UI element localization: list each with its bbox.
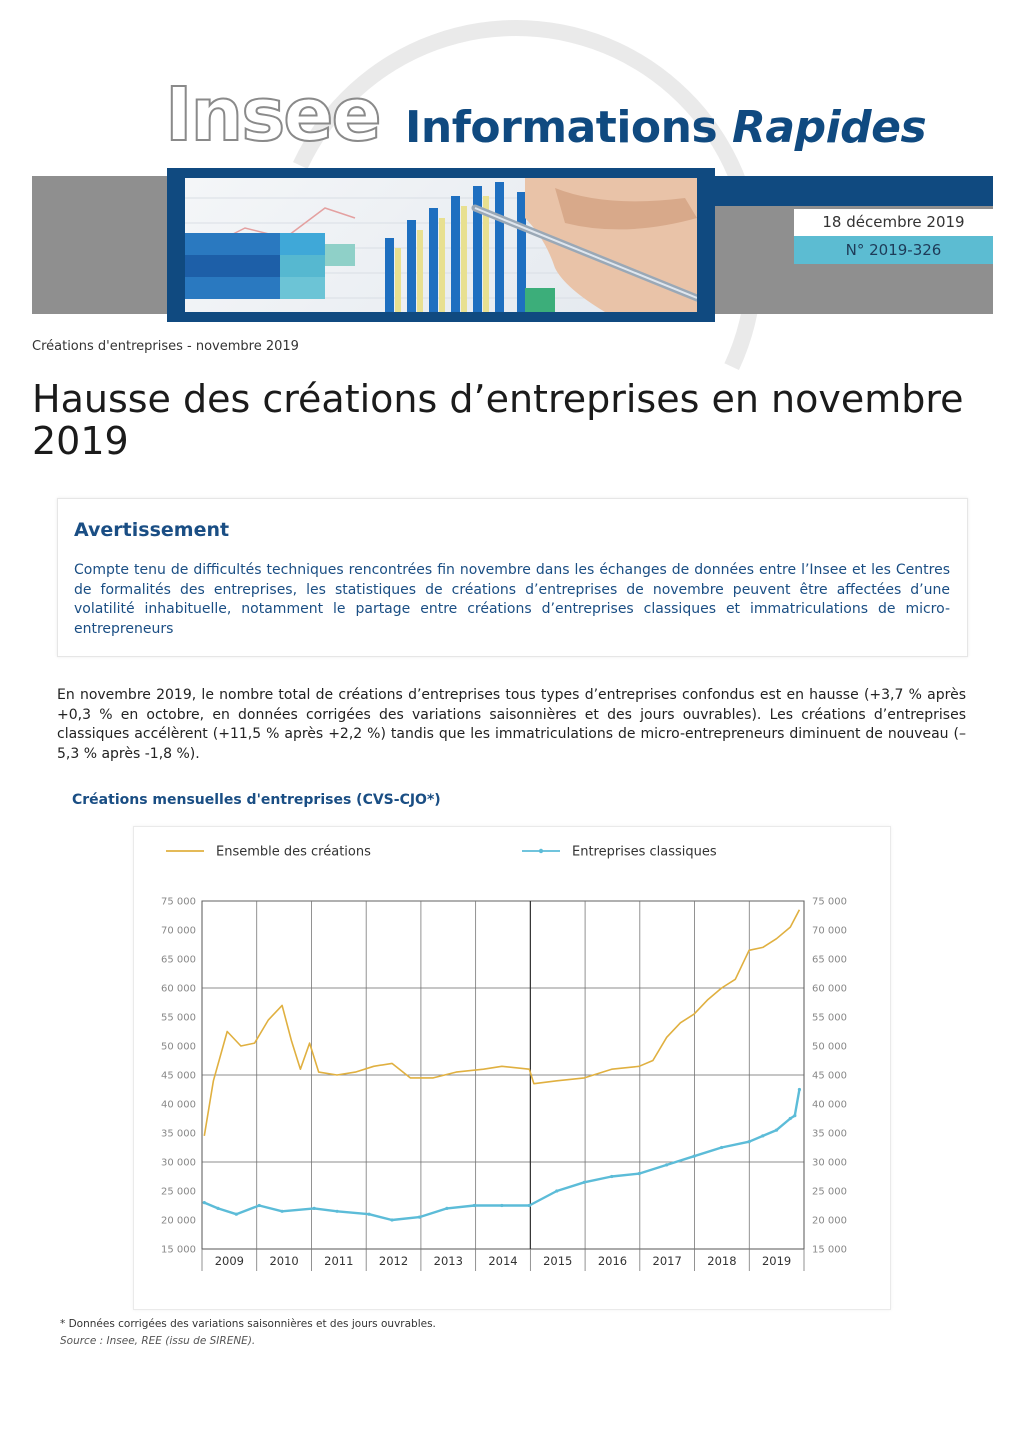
y-tick-label-right: 30 000 (812, 1157, 847, 1169)
header-photo (167, 168, 715, 322)
y-tick-label-left: 40 000 (161, 1099, 196, 1111)
y-tick-label-right: 70 000 (812, 925, 847, 937)
y-tick-label-left: 30 000 (161, 1157, 196, 1169)
series-point-classiques (500, 1204, 503, 1207)
series-point-classiques (281, 1210, 284, 1213)
x-tick-label: 2011 (324, 1254, 354, 1268)
y-tick-label-right: 75 000 (812, 896, 847, 908)
legend-label: Ensemble des créations (216, 844, 371, 860)
summary-paragraph: En novembre 2019, le nombre total de créations d’entreprises tous types d’entreprises confondus est en hausse (+3,7 % après +0,3 % en octobre, en données corrigées des variations saisonnières et des jours ouvrables). Les créations d’entreprises classiques accélèrent (+11,5 % après +2,2 %) tandis que les immatriculations de micro-entrepreneurs diminuent de nouveau (–5,3 % après -1,8 %). (57, 687, 966, 762)
series-point-classiques (235, 1213, 238, 1216)
y-tick-label-left: 65 000 (161, 954, 196, 966)
figure-note: * Données corrigées des variations saisonnières et des jours ouvrables. (60, 1318, 436, 1330)
publication-date: 18 décembre 2019 (794, 209, 993, 236)
series-line-classiques (204, 1090, 799, 1221)
page-title: Hausse des créations d’entreprises en novembre 2019 (32, 377, 964, 463)
y-tick-label-left: 75 000 (161, 896, 196, 908)
header-photo-illustration (185, 178, 697, 312)
series-point-classiques (720, 1146, 723, 1149)
y-tick-label-right: 60 000 (812, 983, 847, 995)
x-tick-label: 2010 (269, 1254, 299, 1268)
y-tick-label-left: 15 000 (161, 1244, 196, 1256)
series-point-classiques (216, 1207, 219, 1210)
breadcrumb: Créations d'entreprises - novembre 2019 (32, 339, 299, 354)
legend-marker (539, 849, 543, 853)
publication-name-italic: Rapides (732, 102, 927, 153)
series-point-classiques (203, 1201, 206, 1204)
series-point-classiques (473, 1204, 476, 1207)
insee-logo: Insee (165, 72, 380, 158)
y-tick-label-right: 25 000 (812, 1186, 847, 1198)
publication-title (405, 102, 926, 153)
y-tick-label-right: 40 000 (812, 1099, 847, 1111)
x-tick-label: 2015 (543, 1254, 573, 1268)
y-tick-label-left: 45 000 (161, 1070, 196, 1082)
series-point-classiques (747, 1140, 750, 1143)
series-point-classiques (367, 1213, 370, 1216)
header-photo-image (185, 178, 697, 312)
series-point-classiques (610, 1175, 613, 1178)
y-tick-label-left: 25 000 (161, 1186, 196, 1198)
y-tick-label-left: 60 000 (161, 983, 196, 995)
x-tick-label: 2018 (707, 1254, 737, 1268)
y-tick-label-right: 50 000 (812, 1041, 847, 1053)
publication-name: Informations (405, 102, 718, 153)
x-tick-label: 2019 (761, 1254, 792, 1268)
warning-text: Compte tenu de difficultés techniques rencontrées fin novembre dans les échanges de données entre l’Insee et les Centres de formalités des entreprises, les statistiques de créations d’entreprises de novembre peuvent être affectées d’une volatilité inhabituelle, notamment le partage entre créations d’entreprises classiques et immatriculations de micro-entrepreneurs (74, 562, 950, 637)
series-point-classiques (775, 1129, 778, 1132)
series-point-classiques (258, 1204, 261, 1207)
y-tick-label-right: 65 000 (812, 954, 847, 966)
series-point-classiques (793, 1114, 796, 1117)
series-point-classiques (313, 1207, 316, 1210)
x-tick-label: 2013 (433, 1254, 463, 1268)
series-point-classiques (798, 1088, 801, 1091)
series-point-classiques (555, 1189, 558, 1192)
y-tick-label-right: 45 000 (812, 1070, 847, 1082)
x-tick-label: 2009 (214, 1254, 245, 1268)
line-chart (134, 827, 890, 1309)
y-tick-label-left: 70 000 (161, 925, 196, 937)
chart-container (133, 826, 891, 1310)
x-tick-label: 2014 (488, 1254, 518, 1268)
y-tick-label-left: 20 000 (161, 1215, 196, 1227)
x-tick-label: 2017 (652, 1254, 682, 1268)
figure-title: Créations mensuelles d'entreprises (CVS-CJO*) (72, 792, 441, 808)
figure-source: Source : Insee, REE (issu de SIRENE). (60, 1335, 256, 1347)
series-point-classiques (693, 1155, 696, 1158)
y-tick-label-left: 35 000 (161, 1128, 196, 1140)
series-point-classiques (390, 1218, 393, 1221)
y-tick-label-left: 50 000 (161, 1041, 196, 1053)
legend-label: Entreprises classiques (572, 844, 717, 860)
series-line-ensemble (204, 910, 799, 1136)
publication-number: N° 2019-326 (794, 236, 993, 264)
series-point-classiques (665, 1163, 668, 1166)
warning-heading: Avertissement (74, 519, 230, 541)
y-tick-label-right: 35 000 (812, 1128, 847, 1140)
series-point-classiques (638, 1172, 641, 1175)
y-tick-label-right: 55 000 (812, 1012, 847, 1024)
y-tick-label-left: 55 000 (161, 1012, 196, 1024)
series-point-classiques (528, 1204, 531, 1207)
x-tick-label: 2012 (378, 1254, 409, 1268)
y-tick-label-right: 20 000 (812, 1215, 847, 1227)
x-tick-label: 2016 (597, 1254, 628, 1268)
series-point-classiques (445, 1207, 448, 1210)
series-point-classiques (583, 1181, 586, 1184)
warning-box (57, 498, 968, 657)
series-point-classiques (789, 1117, 792, 1120)
y-tick-label-right: 15 000 (812, 1244, 847, 1256)
series-point-classiques (335, 1210, 338, 1213)
series-point-classiques (761, 1134, 764, 1137)
series-point-classiques (418, 1216, 421, 1219)
header-blue-band (710, 176, 993, 206)
